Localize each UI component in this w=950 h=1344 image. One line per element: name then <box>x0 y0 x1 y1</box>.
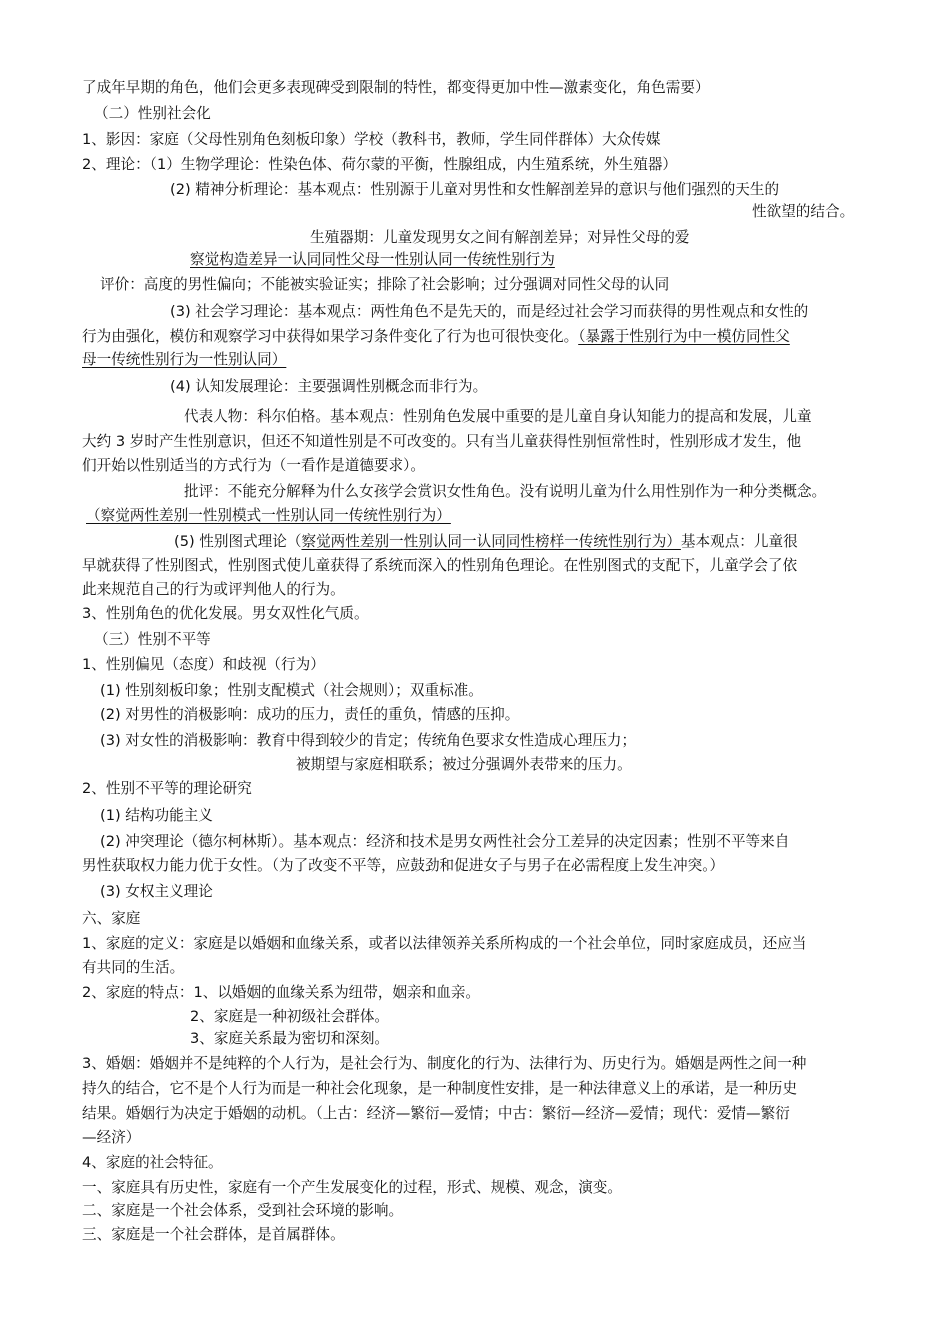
text-line: (3) 女权主义理论 <box>100 883 213 900</box>
text-segment: (5) 性别图式理论（ <box>174 533 302 550</box>
text-line: 2、家庭的特点：1、以婚姻的血缘关系为纽带，姻亲和血亲。 <box>82 984 481 1001</box>
text-line: 2、理论：（1）生物学理论：性染色体、荷尔蒙的平衡，性腺组成，内生殖系统，外生殖器） <box>82 156 678 173</box>
text-line: 有共同的生活。 <box>82 959 185 976</box>
text-line: 4、家庭的社会特征。 <box>82 1154 223 1171</box>
text-line: 三、家庭是一个社会群体，是首属群体。 <box>82 1226 345 1243</box>
underlined-text: 母一传统性别行为一性别认同） <box>82 351 287 368</box>
text-line: 1、影因：家庭（父母性别角色刻板印象）学校（教科书，教师，学生同伴群体）大众传媒 <box>82 131 661 148</box>
text-line: 了成年早期的角色，他们会更多表现碑受到限制的特性，都变得更加中性—激素变化，角色需要） <box>82 79 710 96</box>
text-line: 早就获得了性别图式，性别图式使儿童获得了系统而深入的性别角色理论。在性别图式的支配下，儿童学会了依 <box>82 557 798 574</box>
text-line: 二、家庭是一个社会体系，受到社会环境的影响。 <box>82 1202 404 1219</box>
text-line: (2) 精神分析理论：基本观点：性别源于儿童对男性和女性解剖差异的意识与他们强烈的天生的 <box>170 181 780 198</box>
text-line: (1) 结构功能主义 <box>100 807 213 824</box>
text-line: (3) 社会学习理论：基本观点：两性角色不是先天的，而是经过社会学习而获得的男性观点和女性的 <box>170 303 809 320</box>
text-line: 1、性别偏见（态度）和歧视（行为） <box>82 656 325 673</box>
text-line: 们开始以性别适当的方式行为（一看作是道德要求）。 <box>82 457 425 474</box>
text-line: 3、性别角色的优化发展。男女双性化气质。 <box>82 605 369 622</box>
text-line: 代表人物：科尔伯格。基本观点：性别角色发展中重要的是儿童自身认知能力的提高和发展，儿童 <box>184 408 812 425</box>
text-line: 持久的结合，它不是个人行为而是一种社会化现象，是一种制度性安排，是一种法律意义上的承诺，是一种历史 <box>82 1080 798 1097</box>
text-line: (3) 对女性的消极影响：教育中得到较少的肯定；传统角色要求女性造成心理压力； <box>100 732 637 749</box>
text-line: 性欲望的结合。 <box>752 203 855 220</box>
underlined-text: 察觉两性差别一性别认同一认同同性榜样一传统性别行为） <box>301 533 681 550</box>
text-line: 一、家庭具有历史性，家庭有一个产生发展变化的过程，形式、规模、观念，演变。 <box>82 1179 622 1196</box>
text-line: 2、性别不平等的理论研究 <box>82 780 252 797</box>
text-line: (2) 冲突理论（德尔柯林斯）。基本观点：经济和技术是男女两性社会分工差异的决定因素；性别不平等来自 <box>100 833 790 850</box>
section-heading: （三）性别不平等 <box>94 631 211 648</box>
section-heading: 六、家庭 <box>82 910 141 927</box>
text-segment: 行为由强化，模仿和观察学习中获得如果学习条件变化了行为也可很快变化。 <box>82 328 579 345</box>
text-line: 此来规范自己的行为或评判他人的行为。 <box>82 581 345 598</box>
text-line: 评价：高度的男性偏向；不能被实验证实；排除了社会影响；过分强调对同性父母的认同 <box>100 276 670 293</box>
text-line: 3、家庭关系最为密切和深刻。 <box>190 1030 390 1047</box>
text-line: 被期望与家庭相联系；被过分强调外表带来的压力。 <box>296 756 632 773</box>
text-line: 结果。婚姻行为决定于婚姻的动机。（上古：经济—繁衍—爱情；中古：繁衍—经济—爱情；现代：爱情—繁衍 <box>82 1105 790 1122</box>
text-line: 批评：不能充分解释为什么女孩学会赏识女性角色。没有说明儿童为什么用性别作为一种分类概念。 <box>184 483 827 500</box>
text-line: (2) 对男性的消极影响：成功的压力，责任的重负，情感的压抑。 <box>100 706 520 723</box>
text-line: 2、家庭是一种初级社会群体。 <box>190 1008 390 1025</box>
section-heading: （二）性别社会化 <box>94 105 211 122</box>
text-line: —经济） <box>82 1129 141 1146</box>
text-segment: 基本观点：儿童很 <box>680 533 798 550</box>
text-line: 男性获取权力能力优于女性。（为了改变不平等，应鼓劲和促进女子与男子在必需程度上发生冲突。） <box>82 857 725 874</box>
text-line <box>82 327 790 347</box>
text-line: 大约 3 岁时产生性别意识，但还不知道性别是不可改变的。只有当儿童获得性别恒常性时，性别形成才发生，他 <box>82 433 802 450</box>
text-line: (4) 认知发展理论：主要强调性别概念而非行为。 <box>170 378 488 395</box>
text-line: 1、家庭的定义：家庭是以婚姻和血缘关系，或者以法律领养关系所构成的一个社会单位，同时家庭成员，还应当 <box>82 935 807 952</box>
text-line <box>174 532 798 552</box>
text-line: (1) 性别刻板印象；性别支配模式（社会规则）；双重标准。 <box>100 682 483 699</box>
underlined-text: （察觉两性差别一性别模式一性别认同一传统性别行为） <box>86 507 451 524</box>
text-line: 3、婚姻：婚姻并不是纯粹的个人行为，是社会行为、制度化的行为、法律行为、历史行为。婚姻是两性之间一种 <box>82 1055 807 1072</box>
text-line: 生殖器期：儿童发现男女之间有解剖差异；对异性父母的爱 <box>310 229 690 246</box>
underlined-text: （暴露于性别行为中一模仿同性父 <box>578 328 790 345</box>
underlined-text: 察觉构造差异一认同同性父母一性别认同一传统性别行为 <box>190 251 555 268</box>
